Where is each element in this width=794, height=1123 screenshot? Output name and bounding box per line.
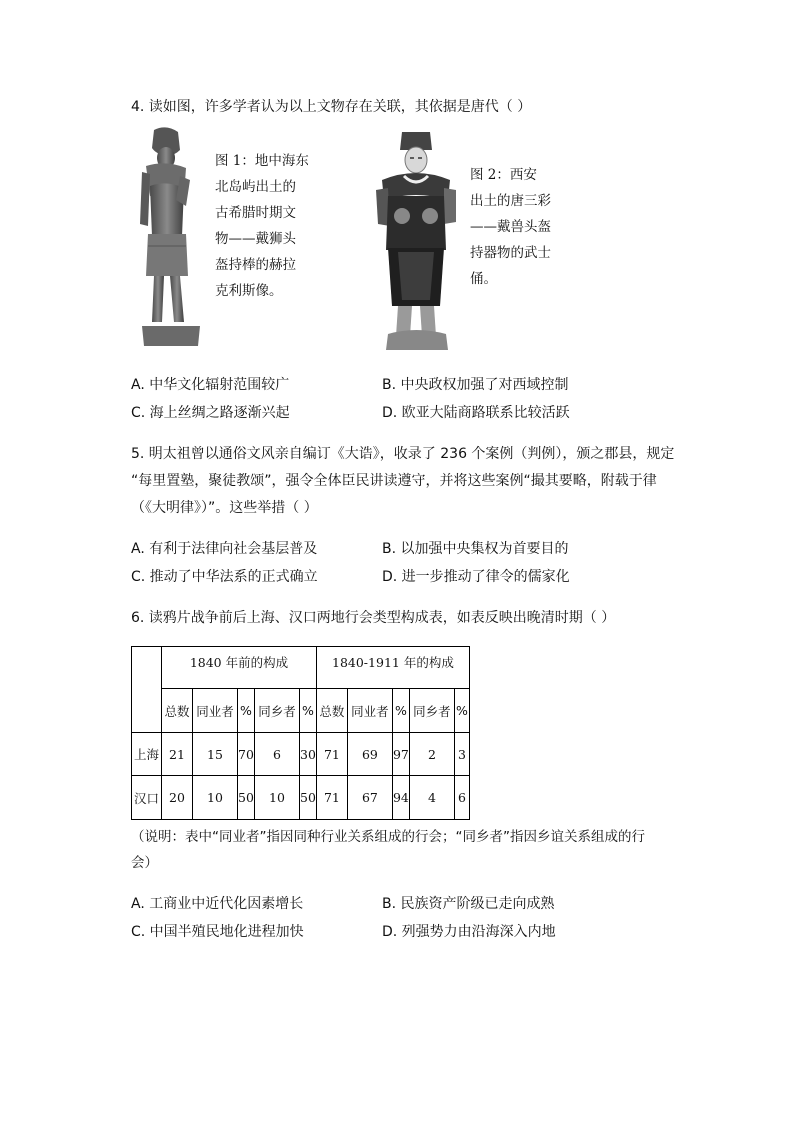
table-cell: 2	[409, 733, 454, 776]
q5-stem-line-2: “每里置塾，聚徒教颂”，强令全体臣民讲读遵守，并将这些案例“撮其要略，附载于律	[131, 473, 657, 489]
table-cell: 97	[392, 733, 409, 776]
q6-option-a[interactable]: A. 工商业中近代化因素增长	[131, 896, 304, 912]
table-cell: 6	[454, 776, 469, 820]
table-subheader: 同业者	[193, 689, 238, 733]
table-subheader: %	[392, 689, 409, 733]
q4-option-c[interactable]: C. 海上丝绸之路逐渐兴起	[131, 405, 290, 421]
table-subheader: %	[300, 689, 317, 733]
q4-option-a[interactable]: A. 中华文化辐射范围较广	[131, 377, 290, 393]
table-subheader: 同业者	[347, 689, 392, 733]
heracles-statue-photo-icon	[128, 126, 208, 348]
q5-option-c[interactable]: C. 推动了中华法系的正式确立	[131, 569, 318, 585]
table-subheader: 同乡者	[409, 689, 454, 733]
caption-line: 盔持棒的赫拉	[215, 257, 296, 273]
q6-stem: 6. 读鸦片战争前后上海、汉口两地行会类型构成表，如表反映出晚清时期（ ）	[131, 610, 616, 626]
table-cell: 71	[316, 776, 347, 820]
table-subheader: 同乡者	[255, 689, 300, 733]
caption-line: 古希腊时期文	[215, 205, 296, 221]
table-cell: 6	[255, 733, 300, 776]
table-cell: 71	[316, 733, 347, 776]
q4-option-d[interactable]: D. 欧亚大陆商路联系比较活跃	[382, 405, 570, 421]
caption-line: 物——戴狮头	[215, 231, 296, 247]
q6-option-c[interactable]: C. 中国半殖民地化进程加快	[131, 924, 304, 940]
table-cell: 70	[238, 733, 255, 776]
table-cell: 94	[392, 776, 409, 820]
q6-table-note-line-2: 会）	[131, 855, 158, 871]
table-cell: 10	[255, 776, 300, 820]
q5-option-d[interactable]: D. 进一步推动了律令的儒家化	[382, 569, 570, 585]
table-cell: 15	[193, 733, 238, 776]
table-cell: 69	[347, 733, 392, 776]
q4-stem: 4. 读如图，许多学者认为以上文物存在关联，其依据是唐代（ ）	[131, 99, 532, 115]
table-cell: 67	[347, 776, 392, 820]
table-cell: 10	[193, 776, 238, 820]
table-row-city: 汉口	[132, 776, 162, 820]
table-row	[132, 733, 470, 776]
table-cell: 3	[454, 733, 469, 776]
caption-line: 北岛屿出土的	[215, 179, 296, 195]
tang-sancai-warrior-figurine-photo-icon	[368, 130, 464, 352]
q6-option-d[interactable]: D. 列强势力由沿海深入内地	[382, 924, 556, 940]
table-row	[132, 776, 470, 820]
caption-line: 图 2：西安	[470, 167, 537, 183]
q5-option-b[interactable]: B. 以加强中央集权为首要目的	[382, 541, 569, 557]
table-row-city: 上海	[132, 733, 162, 776]
guild-composition-table	[131, 646, 470, 820]
table-subheader: 总数	[316, 689, 347, 733]
caption-line: 图 1：地中海东	[215, 153, 309, 169]
table-subheader: %	[454, 689, 469, 733]
table-subheader: %	[238, 689, 255, 733]
q6-table-note-line-1: （说明：表中“同业者”指因同种行业关系组成的行会；“同乡者”指因乡谊关系组成的行	[131, 829, 645, 845]
caption-line: 持器物的武士	[470, 245, 551, 261]
q5-stem-line-3: （《大明律》）”。这些举措（ ）	[131, 500, 318, 516]
figure-1-caption	[215, 148, 315, 304]
table-corner-cell	[132, 647, 162, 733]
caption-line: 克利斯像。	[215, 283, 283, 299]
table-cell: 20	[162, 776, 193, 820]
table-cell: 30	[300, 733, 317, 776]
table-cell: 50	[300, 776, 317, 820]
caption-line: ——戴兽头盔	[470, 219, 551, 235]
table-cell: 50	[238, 776, 255, 820]
table-subheader: 总数	[162, 689, 193, 733]
table-cell: 21	[162, 733, 193, 776]
figure-2-caption	[470, 162, 570, 292]
caption-line: 俑。	[470, 271, 497, 287]
q5-option-a[interactable]: A. 有利于法律向社会基层普及	[131, 541, 318, 557]
table-group-header: 1840-1911 年的构成	[316, 647, 469, 689]
table-cell: 4	[409, 776, 454, 820]
table-group-header: 1840 年前的构成	[162, 647, 317, 689]
q5-stem-line-1: 5. 明太祖曾以通俗文风亲自编订《大诰》，收录了 236 个案例（判例），颁之郡县，规定	[131, 446, 675, 462]
q4-option-b[interactable]: B. 中央政权加强了对西域控制	[382, 377, 569, 393]
q6-option-b[interactable]: B. 民族资产阶级已走向成熟	[382, 896, 555, 912]
caption-line: 出土的唐三彩	[470, 193, 551, 209]
